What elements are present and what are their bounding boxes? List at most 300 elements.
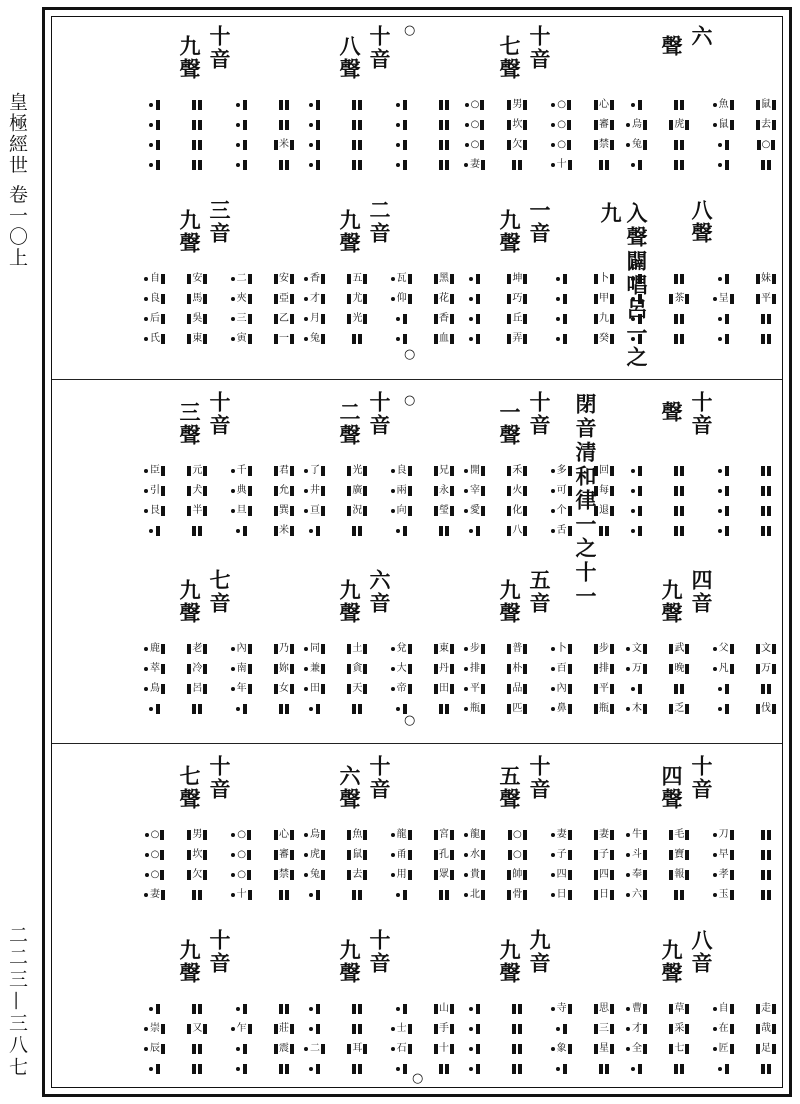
cell-marker (469, 277, 473, 281)
cell-marker (563, 274, 567, 284)
cell-marker (144, 893, 148, 897)
cell-marker (445, 890, 449, 900)
cell-text: 向 (396, 505, 407, 516)
grid-cell (709, 311, 737, 327)
grid-cell (227, 641, 255, 657)
page-number-margin: 二二三—三八七 (6, 925, 28, 1079)
cell-marker (358, 334, 362, 344)
cell-marker (347, 850, 351, 860)
cell-marker (321, 850, 325, 860)
grid-cell (665, 641, 693, 657)
grid-cell (709, 701, 737, 717)
tone-grid (300, 269, 458, 349)
cell-marker (680, 466, 684, 476)
cell-text: 仰 (396, 293, 407, 304)
cell-marker (507, 526, 511, 536)
grid-cell (140, 117, 168, 133)
heading-right-column: 九音 (527, 929, 552, 975)
cell-text: 早 (718, 849, 729, 860)
cell-marker (156, 100, 160, 110)
heading-right-column: 六 (689, 25, 714, 48)
cell-text: ○ (470, 139, 480, 150)
grid-cell (430, 117, 458, 133)
grid-cell (752, 117, 780, 133)
grid-row (460, 95, 618, 115)
cell-marker (556, 317, 560, 321)
cell-marker (469, 317, 473, 321)
cell-text: ○ (150, 849, 160, 860)
cell-text: 兌 (396, 643, 407, 654)
cell-marker (231, 687, 235, 691)
cell-marker (610, 704, 614, 714)
cell-marker (243, 100, 247, 110)
cell-marker (551, 163, 555, 167)
cell-marker (464, 509, 468, 513)
tone-block (132, 929, 302, 1089)
cell-marker (363, 314, 367, 324)
cell-marker (713, 1047, 717, 1051)
cell-marker (464, 873, 468, 877)
circle-mark-bottom: ○ (404, 347, 416, 362)
cell-text: 吳 (192, 313, 203, 324)
cell-marker (391, 469, 395, 473)
cell-marker (156, 120, 160, 130)
cell-marker (643, 1024, 647, 1034)
heading-left-column: 九聲 (337, 209, 362, 255)
cell-marker (396, 1067, 400, 1071)
cell-marker (476, 1044, 480, 1054)
grid-cell (547, 157, 575, 173)
cell-marker (248, 334, 252, 344)
cell-marker (352, 704, 356, 714)
cell-marker (551, 529, 555, 533)
grid-cell (503, 847, 531, 863)
cell-marker (713, 1007, 717, 1011)
grid-row (460, 329, 618, 349)
grid-cell (503, 117, 531, 133)
tone-grid (622, 95, 780, 175)
grid-cell (300, 867, 328, 883)
cell-text: 五 (352, 273, 363, 284)
cell-marker (680, 486, 684, 496)
grid-cell (547, 271, 575, 287)
cell-marker (638, 100, 642, 110)
cell-marker (316, 120, 320, 130)
cell-marker (626, 853, 630, 857)
cell-marker (508, 850, 512, 860)
cell-marker (439, 1064, 443, 1074)
grid-cell (547, 867, 575, 883)
cell-text: 內 (236, 643, 247, 654)
cell-marker (144, 687, 148, 691)
cell-marker (396, 337, 400, 341)
cell-marker (274, 314, 278, 324)
heading-left-column: 九聲 (177, 579, 202, 625)
grid-cell (270, 827, 298, 843)
cell-marker (243, 1044, 247, 1054)
cell-marker (445, 140, 449, 150)
cell-marker (626, 1027, 630, 1031)
cell-marker (476, 526, 480, 536)
cell-marker (408, 466, 412, 476)
cell-marker (643, 890, 647, 900)
cell-marker (626, 143, 630, 147)
cell-text: 審 (598, 119, 609, 130)
circle-mark-bottom: ○ (404, 713, 416, 728)
cell-text: 女 (278, 683, 289, 694)
grid-cell (622, 117, 650, 133)
cell-marker (685, 664, 689, 674)
cell-marker (465, 123, 469, 127)
cell-marker (631, 489, 635, 493)
cell-marker (567, 140, 571, 150)
cell-marker (568, 684, 572, 694)
cell-marker (187, 684, 191, 694)
cell-marker (156, 1004, 160, 1014)
tone-block (292, 755, 462, 915)
cell-text: 同 (310, 643, 320, 654)
cell-marker (434, 830, 438, 840)
cell-marker (434, 664, 438, 674)
cell-marker (347, 1044, 351, 1054)
cell-marker (187, 294, 191, 304)
cell-marker (274, 1044, 278, 1054)
cell-marker (396, 893, 400, 897)
cell-marker (481, 160, 485, 170)
cell-marker (203, 466, 207, 476)
cell-marker (274, 526, 278, 536)
cell-marker (685, 704, 689, 714)
cell-text: 手 (438, 1023, 449, 1034)
cell-marker (434, 314, 438, 324)
cell-marker (669, 1044, 673, 1054)
cell-marker (680, 160, 684, 170)
grid-cell (140, 331, 168, 347)
cell-marker (203, 314, 207, 324)
cell-text: 才 (310, 293, 320, 304)
grid-row (622, 501, 780, 521)
grid-cell (270, 661, 298, 677)
cell-marker (309, 707, 313, 711)
cell-text: 兄 (438, 465, 449, 476)
cell-marker (594, 704, 598, 714)
cell-marker (713, 853, 717, 857)
cell-marker (309, 103, 313, 107)
cell-marker (594, 850, 598, 860)
grid-cell (343, 1001, 371, 1017)
grid-cell (387, 157, 415, 173)
grid-cell (752, 331, 780, 347)
grid-cell (752, 523, 780, 539)
grid-cell (622, 1001, 650, 1017)
grid-cell (460, 681, 488, 697)
cell-marker (594, 1024, 598, 1034)
grid-cell (503, 157, 531, 173)
cell-marker (198, 1044, 202, 1054)
cell-marker (396, 163, 400, 167)
cell-marker (476, 1064, 480, 1074)
cell-text: 千 (236, 465, 247, 476)
grid-cell (227, 331, 255, 347)
cell-marker (631, 509, 635, 513)
cell-marker (248, 294, 252, 304)
cell-text: 欠 (192, 869, 203, 880)
grid-row (622, 1059, 780, 1079)
cell-text: ○ (761, 139, 771, 150)
grid-cell (300, 271, 328, 287)
cell-text: 足 (760, 1043, 771, 1054)
cell-text: 朴 (512, 663, 523, 674)
grid-cell (503, 1001, 531, 1017)
cell-text: 南 (236, 663, 247, 674)
cell-marker (685, 870, 689, 880)
cell-text: 了 (310, 465, 320, 476)
cell-marker (231, 317, 235, 321)
cell-marker (567, 100, 571, 110)
cell-marker (156, 140, 160, 150)
grid-cell (270, 331, 298, 347)
cell-marker (464, 489, 468, 493)
cell-marker (274, 1024, 278, 1034)
cell-marker (518, 1024, 522, 1034)
cell-marker (725, 506, 729, 516)
cell-text: 木 (632, 703, 642, 714)
cell-marker (568, 830, 572, 840)
cell-marker (304, 469, 308, 473)
cell-marker (767, 486, 771, 496)
grid-cell (227, 523, 255, 539)
cell-marker (236, 1007, 240, 1011)
cell-marker (321, 466, 325, 476)
cell-marker (674, 100, 678, 110)
cell-marker (231, 853, 235, 857)
cell-text: 廣 (352, 485, 363, 496)
cell-marker (243, 1004, 247, 1014)
cell-marker (556, 297, 560, 301)
cell-text: 自 (150, 273, 160, 284)
cell-text: 平 (470, 683, 480, 694)
grid-cell (300, 661, 328, 677)
cell-marker (523, 294, 527, 304)
grid-cell (590, 157, 618, 173)
cell-marker (434, 466, 438, 476)
grid-row (460, 699, 618, 719)
cell-marker (730, 664, 734, 674)
cell-marker (481, 664, 485, 674)
grid-row (140, 659, 298, 679)
cell-marker (523, 684, 527, 694)
cell-marker (363, 506, 367, 516)
cell-marker (507, 274, 511, 284)
cell-marker (767, 684, 771, 694)
cell-marker (713, 297, 717, 301)
cell-marker (594, 870, 598, 880)
grid-cell (270, 97, 298, 113)
cell-marker (480, 120, 484, 130)
cell-marker (156, 526, 160, 536)
grid-cell (752, 137, 780, 153)
cell-marker (304, 317, 308, 321)
cell-text: ○ (470, 119, 480, 130)
grid-cell (622, 681, 650, 697)
grid-cell (430, 463, 458, 479)
grid-cell (300, 137, 328, 153)
cell-marker (358, 1024, 362, 1034)
cell-marker (161, 466, 165, 476)
grid-cell (430, 1001, 458, 1017)
grid-cell (140, 701, 168, 717)
grid-row (622, 679, 780, 699)
grid-cell (590, 847, 618, 863)
cell-marker (347, 870, 351, 880)
cell-text: 貴 (470, 869, 480, 880)
cell-marker (610, 870, 614, 880)
grid-cell (622, 483, 650, 499)
grid-row (140, 845, 298, 865)
cell-marker (321, 664, 325, 674)
grid-cell (140, 137, 168, 153)
cell-marker (403, 120, 407, 130)
cell-marker (450, 644, 454, 654)
cell-marker (512, 1004, 516, 1014)
cell-marker (274, 466, 278, 476)
grid-cell (183, 1021, 211, 1037)
cell-marker (274, 644, 278, 654)
cell-text: ○ (557, 99, 567, 110)
cell-marker (512, 160, 516, 170)
grid-cell (709, 827, 737, 843)
grid-cell (343, 503, 371, 519)
heading-left-column: 三聲 (177, 401, 202, 447)
grid-row (460, 155, 618, 175)
cell-marker (718, 1067, 722, 1071)
grid-row (140, 885, 298, 905)
cell-text: 妳 (278, 663, 289, 674)
grid-row (300, 135, 458, 155)
cell-marker (347, 486, 351, 496)
grid-cell (547, 117, 575, 133)
grid-cell (430, 827, 458, 843)
cell-marker (507, 870, 511, 880)
cell-marker (643, 120, 647, 130)
cell-marker (556, 1067, 560, 1071)
cell-marker (512, 1024, 516, 1034)
grid-cell (183, 523, 211, 539)
grid-cell (343, 827, 371, 843)
heading-right-column: 三音 (207, 199, 232, 245)
cell-text: 匠 (718, 1043, 729, 1054)
grid-cell (270, 291, 298, 307)
grid-cell (300, 503, 328, 519)
tone-block (614, 25, 784, 185)
cell-text: 乃 (278, 643, 289, 654)
cell-text: 冷 (192, 663, 203, 674)
grid-row (460, 885, 618, 905)
cell-marker (685, 1024, 689, 1034)
cell-marker (713, 103, 717, 107)
cell-marker (321, 294, 325, 304)
grid-cell (183, 701, 211, 717)
grid-cell (343, 271, 371, 287)
cell-marker (445, 704, 449, 714)
cell-text: 氏 (150, 333, 160, 344)
grid-cell (227, 137, 255, 153)
cell-marker (626, 1007, 630, 1011)
cell-text: ○ (557, 139, 567, 150)
grid-row (460, 1039, 618, 1059)
cell-text: ○ (512, 849, 522, 860)
cell-marker (450, 1004, 454, 1014)
cell-marker (551, 853, 555, 857)
cell-marker (203, 644, 207, 654)
cell-text: 愛 (470, 505, 480, 516)
grid-cell (343, 681, 371, 697)
heading-left-column: 一聲 (497, 401, 522, 447)
grid-cell (387, 1041, 415, 1057)
cell-text: 老 (192, 643, 203, 654)
tone-block (292, 391, 462, 551)
grid-cell (460, 1061, 488, 1077)
cell-marker (669, 704, 673, 714)
cell-text: 北 (470, 889, 480, 900)
tone-grid (300, 639, 458, 719)
cell-marker (480, 100, 484, 110)
grid-row (460, 999, 618, 1019)
cell-marker (304, 873, 308, 877)
cell-marker (610, 644, 614, 654)
cell-marker (643, 664, 647, 674)
grid-cell (547, 1001, 575, 1017)
cell-marker (507, 644, 511, 654)
cell-marker (352, 140, 356, 150)
cell-marker (403, 140, 407, 150)
grid-row (140, 1039, 298, 1059)
grid-row (300, 1019, 458, 1039)
grid-cell (752, 483, 780, 499)
cell-text: 心 (278, 829, 289, 840)
cell-marker (563, 1064, 567, 1074)
heading-right-column: 十音 (207, 929, 232, 975)
grid-row (300, 639, 458, 659)
cell-text: 鹿 (150, 643, 160, 654)
cell-marker (290, 466, 294, 476)
cell-text: 兔 (310, 333, 320, 344)
cell-marker (610, 664, 614, 674)
cell-marker (725, 140, 729, 150)
cell-marker (450, 294, 454, 304)
grid-cell (709, 483, 737, 499)
cell-marker (248, 466, 252, 476)
grid-cell (430, 1021, 458, 1037)
cell-marker (594, 140, 598, 150)
grid-cell (387, 641, 415, 657)
grid-cell (665, 887, 693, 903)
cell-text: 星 (598, 1043, 609, 1054)
grid-cell (460, 463, 488, 479)
cell-marker (408, 1024, 412, 1034)
grid-cell (709, 1001, 737, 1017)
cell-text: 象 (556, 1043, 567, 1054)
grid-cell (300, 117, 328, 133)
heading-left-column: 五聲 (497, 765, 522, 811)
cell-marker (187, 486, 191, 496)
cell-marker (156, 160, 160, 170)
grid-cell (460, 867, 488, 883)
cell-marker (476, 274, 480, 284)
cell-marker (626, 647, 630, 651)
cell-marker (160, 850, 164, 860)
cell-marker (730, 870, 734, 880)
